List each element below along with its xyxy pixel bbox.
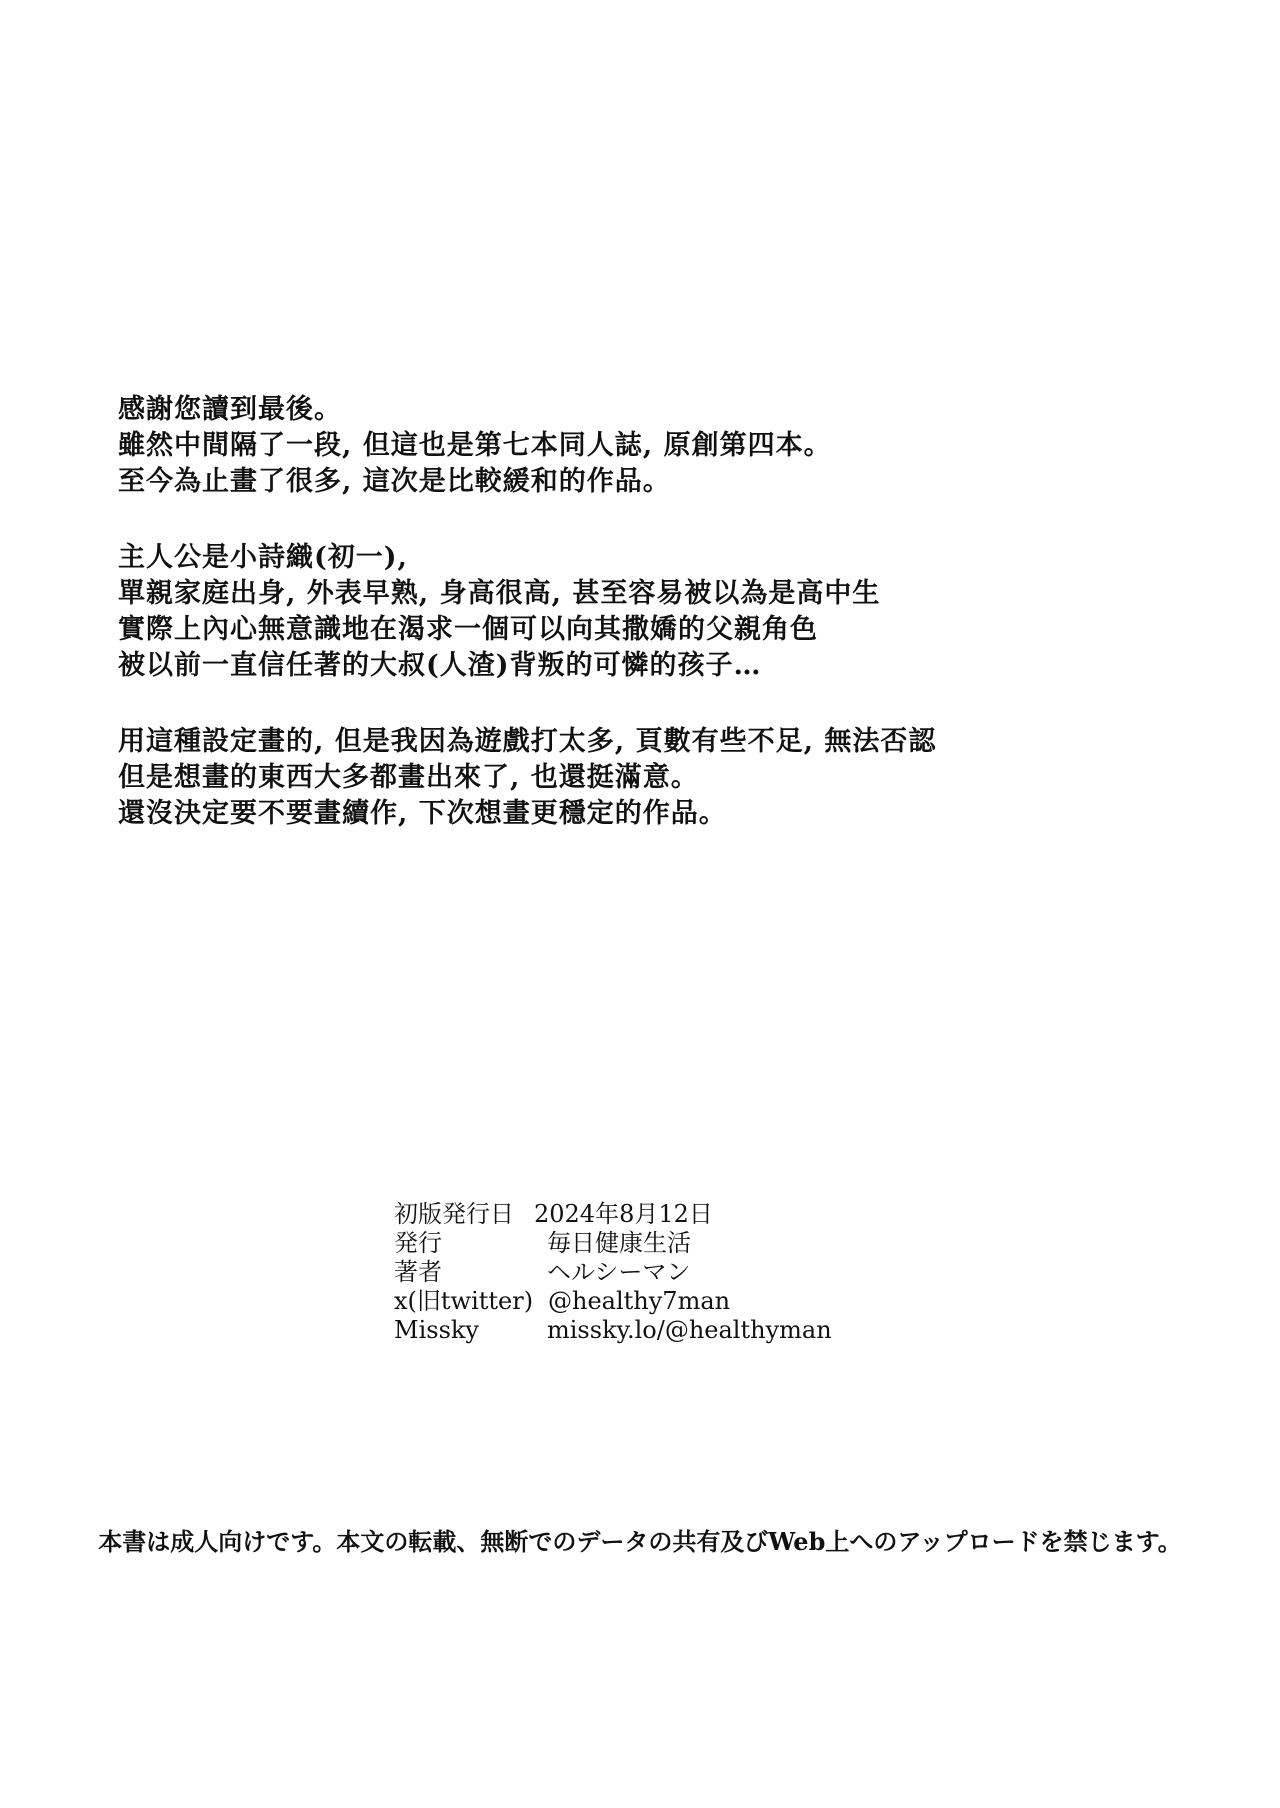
first-edition-label: 初版発行日 [394, 1200, 514, 1228]
afterword-line: 單親家庭出身, 外表早熟, 身高很高, 甚至容易被以為是高中生 [118, 578, 881, 609]
x-account-label: x(旧twitter) [394, 1287, 534, 1315]
afterword-line: 至今為止畫了很多, 這次是比較緩和的作品。 [118, 466, 671, 497]
afterword-line: 感謝您讀到最後。 [118, 394, 342, 425]
afterword-line: 用這種設定畫的, 但是我因為遊戲打太多, 頁數有些不足, 無法否認 [118, 726, 937, 757]
afterword-line: 主人公是小詩織(初一), [118, 542, 408, 573]
afterword [118, 392, 1158, 872]
afterword-paragraph-3 [118, 724, 1158, 832]
author-name: ヘルシーマン [547, 1258, 691, 1286]
author-label: 著者 [394, 1258, 442, 1286]
colophon-publisher-row [394, 1229, 954, 1258]
colophon-misskey-row [394, 1316, 954, 1345]
afterword-paragraph-2 [118, 540, 1158, 684]
afterword-line: 還沒決定要不要畫續作, 下次想畫更穩定的作品。 [118, 798, 727, 829]
colophon-x-row [394, 1287, 954, 1316]
colophon [394, 1200, 954, 1345]
misskey-handle: missky.lo/@healthyman [547, 1316, 832, 1344]
first-edition-date: 2024年8月12日 [534, 1200, 713, 1228]
afterword-paragraph-1 [118, 392, 1158, 500]
publisher-label: 発行 [394, 1229, 442, 1257]
afterword-line: 雖然中間隔了一段, 但這也是第七本同人誌, 原創第四本。 [118, 430, 832, 461]
afterword-line: 實際上內心無意識地在渴求一個可以向其撒嬌的父親角色 [118, 614, 818, 645]
afterword-line: 被以前一直信任著的大叔(人渣)背叛的可憐的孩子… [118, 650, 762, 681]
afterword-line: 但是想畫的東西大多都畫出來了, 也還挺滿意。 [118, 762, 699, 793]
publisher-name: 毎日健康生活 [547, 1229, 691, 1257]
x-account-handle: @healthy7man [548, 1287, 731, 1315]
colophon-author-row [394, 1258, 954, 1287]
colophon-first-edition-row [394, 1200, 954, 1229]
misskey-label: Missky [394, 1316, 479, 1344]
adult-content-notice: 本書は成人向けです。本文の転載、無断でのデータの共有及びWeb上へのアップロードを禁じます。 [98, 1527, 1182, 1556]
